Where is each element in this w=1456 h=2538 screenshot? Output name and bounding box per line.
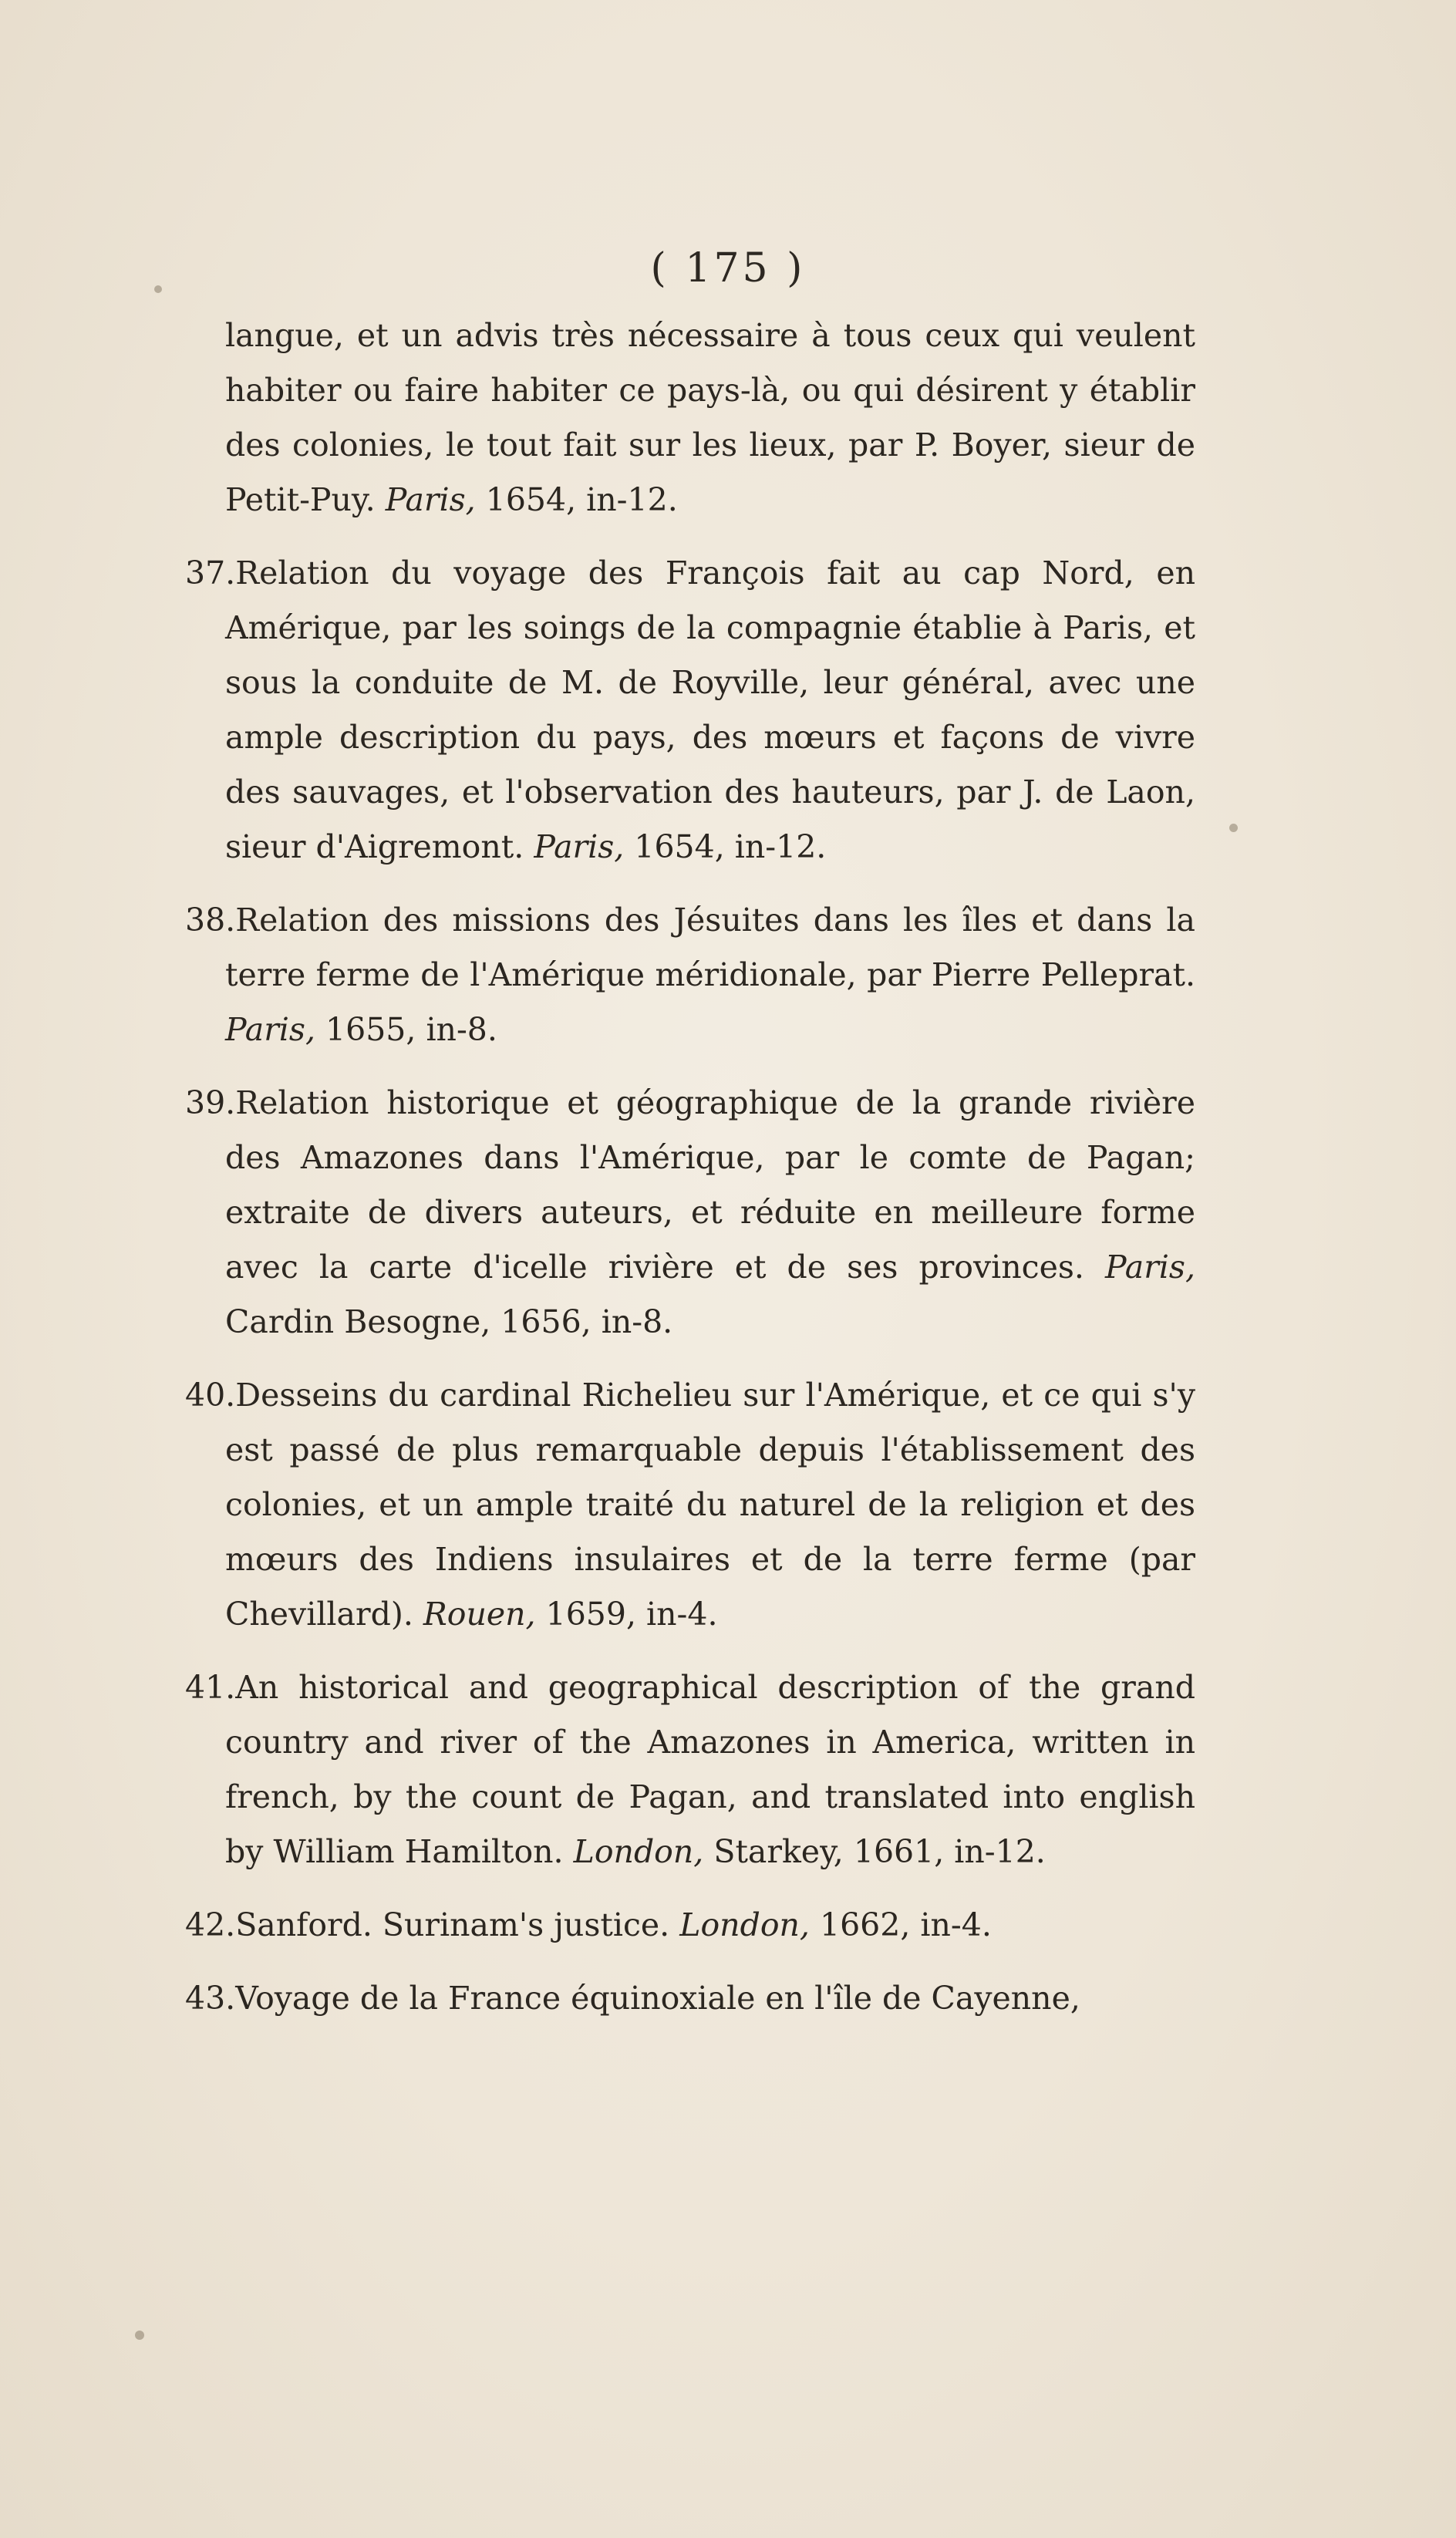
entry-number: 41. (185, 1669, 236, 1706)
entry-number: 42. (185, 1906, 236, 1943)
entry-36-continuation (185, 308, 1195, 527)
entry-number: 43. (185, 1980, 236, 2017)
entry-39 (185, 1076, 1195, 1350)
entry-text: Relation historique et géographique de la grande rivière des Amazones dans l'Amérique, par le comte de Pagan; extraite de divers auteurs, et réduite en meilleure forme avec la carte d'icelle rivière et de ses provinces. (225, 1084, 1195, 1286)
entry-number: 40. (185, 1377, 236, 1414)
entry-37 (185, 546, 1195, 875)
entry-place: Paris, (1105, 1249, 1195, 1286)
entry-imprint: 1659, in-4. (545, 1596, 718, 1633)
foxing-spot (1229, 824, 1238, 832)
entry-imprint: 1654, in-12. (634, 828, 827, 865)
page-number: ( 175 ) (650, 245, 806, 292)
entry-43 (185, 1971, 1195, 2026)
entry-text: Sanford. Surinam's justice. (235, 1906, 670, 1943)
entry-imprint: Cardin Besogne, 1656, in-8. (225, 1303, 673, 1340)
entry-place: London, (573, 1833, 704, 1870)
foxing-spot (135, 2331, 144, 2340)
entry-number: 38. (185, 902, 236, 939)
entry-text: Voyage de la France équinoxiale en l'île de Cayenne, (235, 1980, 1080, 2017)
entry-place: Rouen, (423, 1596, 536, 1633)
entry-place: Paris, (385, 481, 476, 518)
entry-imprint: 1654, in-12. (485, 481, 678, 518)
entry-number: 39. (185, 1084, 236, 1121)
entry-41 (185, 1660, 1195, 1879)
entry-38 (185, 893, 1195, 1057)
entry-place: Paris, (225, 1011, 315, 1048)
entry-text: Relation des missions des Jésuites dans les îles et dans la terre ferme de l'Amérique méridionale, par Pierre Pelleprat. (225, 902, 1195, 993)
entry-imprint: 1655, in-8. (325, 1011, 497, 1048)
entry-text: An historical and geographical description of the grand country and river of the Amazones in America, written in french, by the count de Pagan, and translated into english by William Hamilton. (225, 1669, 1195, 1870)
entry-imprint: Starkey, 1661, in-12. (713, 1833, 1046, 1870)
entry-text: langue, et un advis très nécessaire à tous ceux qui veulent habiter ou faire habiter ce pays-là, ou qui désirent y établir des colonies, le tout fait sur les lieux, par P. Boyer, sieur de Petit-Puy. (225, 317, 1195, 518)
entry-number: 37. (185, 554, 236, 592)
entry-imprint: 1662, in-4. (820, 1906, 992, 1943)
entry-place: London, (679, 1906, 810, 1943)
entry-42 (185, 1898, 1195, 1953)
entry-place: Paris, (534, 828, 625, 865)
entry-text: Relation du voyage des François fait au cap Nord, en Amérique, par les soings de la compagnie établie à Paris, et sous la conduite de M. de Royville, leur général, avec une ample description du pays, des mœurs et façons de vivre des sauvages, et l'observation des hauteurs, par J. de Laon, sieur d'Aigremont. (225, 554, 1195, 865)
bibliography-text (185, 308, 1195, 2044)
foxing-spot (154, 285, 162, 293)
entry-40 (185, 1368, 1195, 1642)
entry-text: Desseins du cardinal Richelieu sur l'Amérique, et ce qui s'y est passé de plus remarquable depuis l'établissement des colonies, et un ample traité du naturel de la religion et des mœurs des Indiens insulaires et de la terre ferme (par Chevillard). (225, 1377, 1195, 1633)
